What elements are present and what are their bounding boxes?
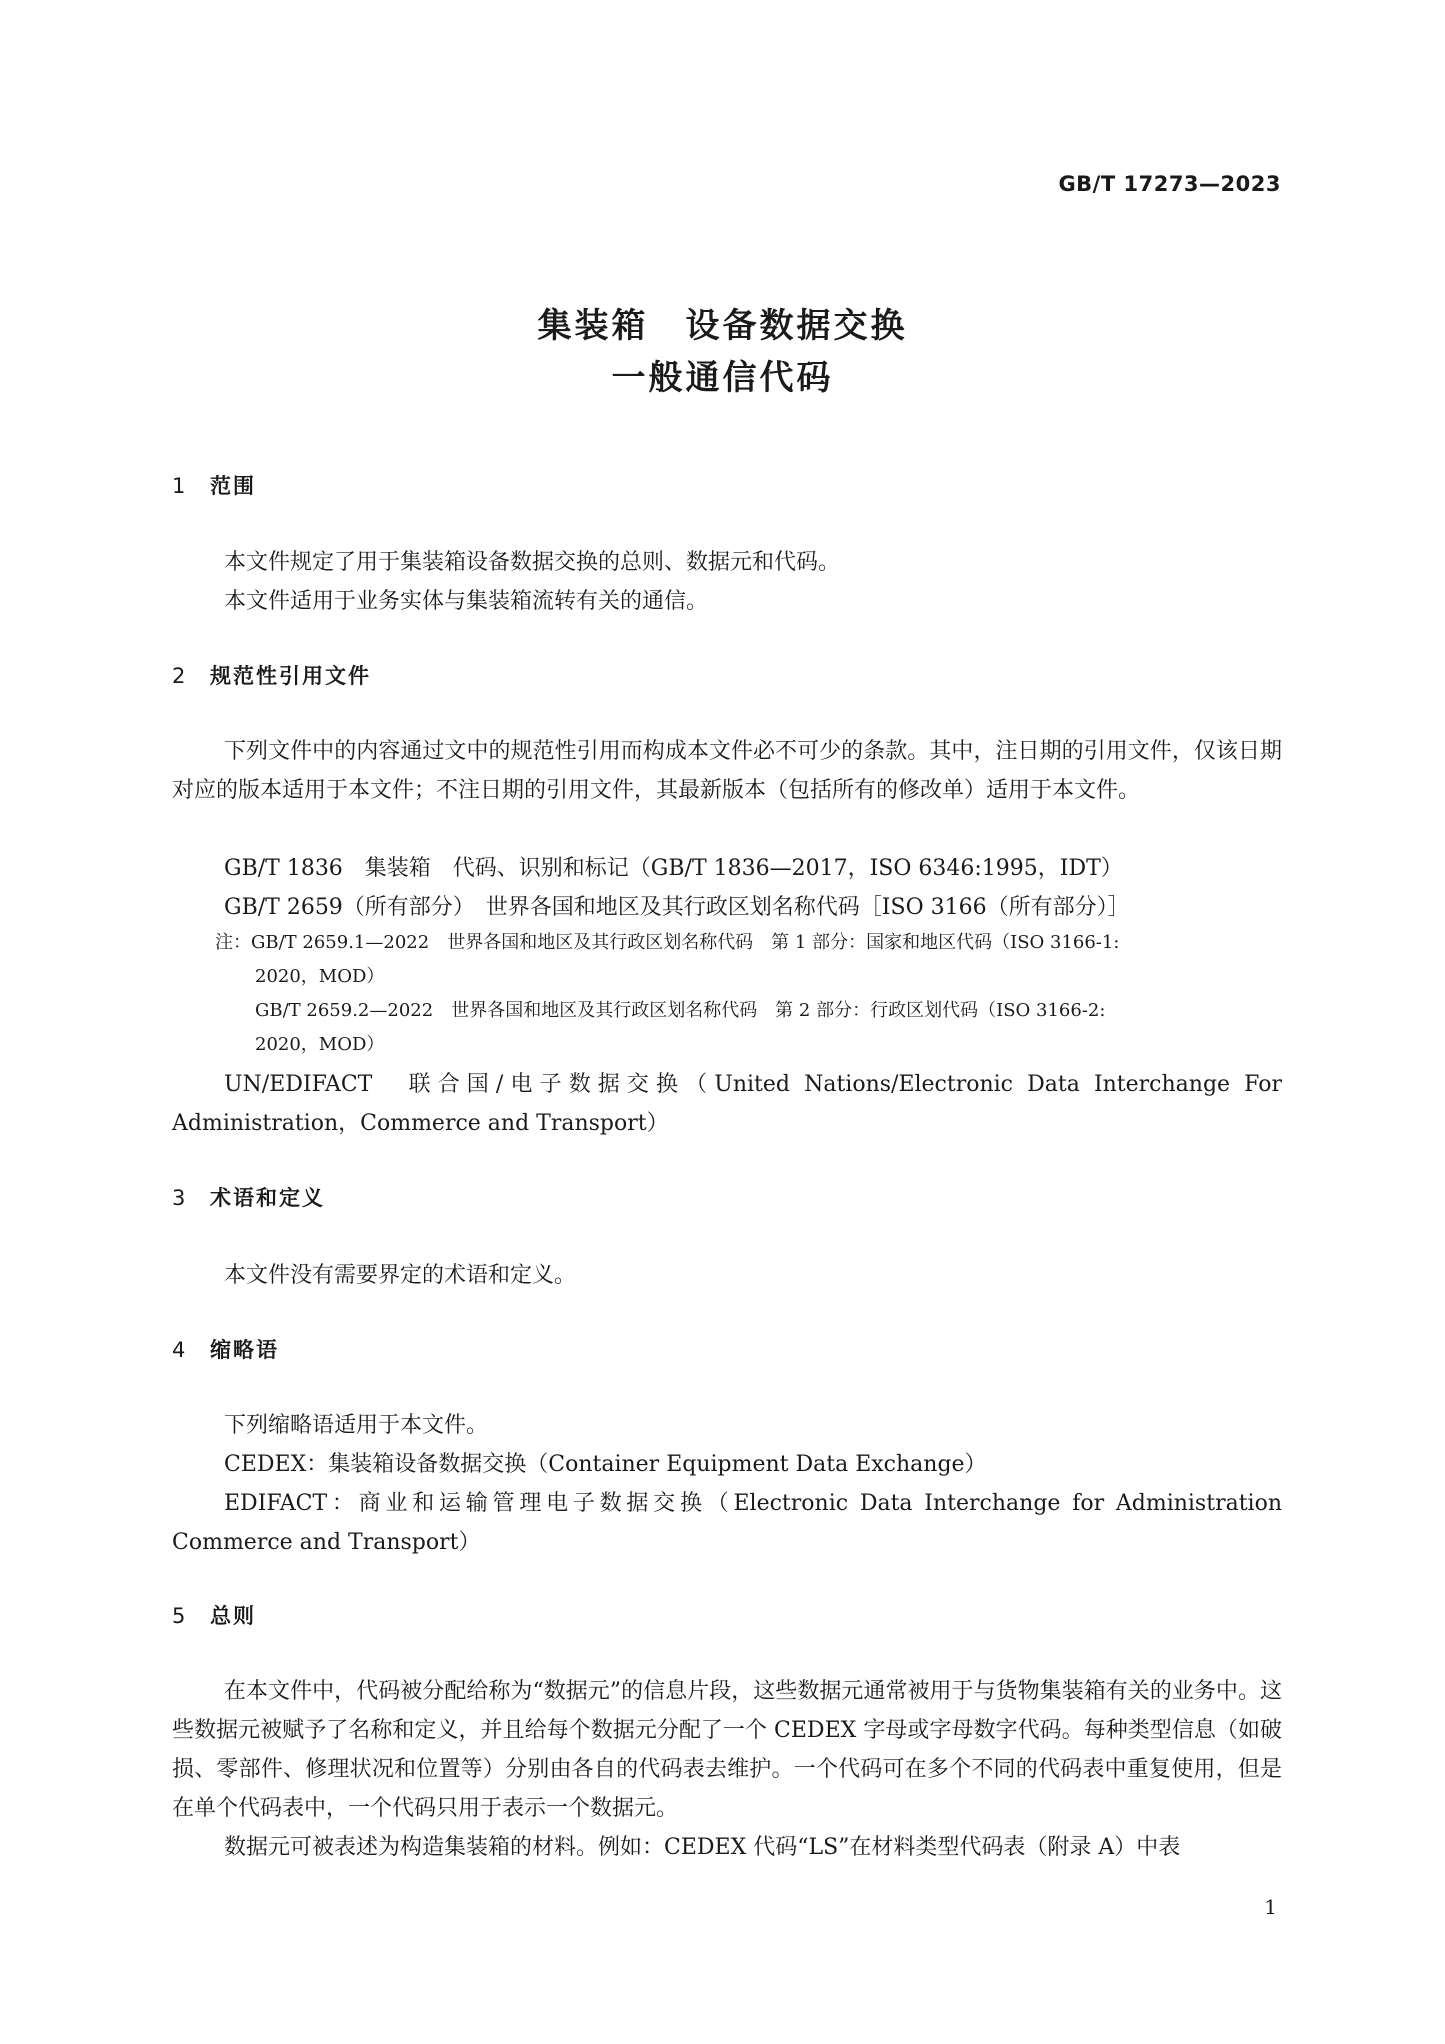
document-title-line2: 一般通信代码 xyxy=(611,358,834,398)
section-heading-general xyxy=(172,1600,256,1630)
reference-item: GB/T 2659（所有部分） 世界各国和地区及其行政区划名称代码［ISO 3166（所有部分）］ xyxy=(224,895,1130,920)
section-heading-scope xyxy=(172,470,256,500)
paragraph: 本文件没有需要界定的术语和定义。 xyxy=(224,1263,577,1288)
note-line: 2020，MOD） xyxy=(255,1034,385,1055)
section-heading-abbreviations xyxy=(172,1334,279,1364)
paragraph: 下列文件中的内容通过文中的规范性引用而构成本文件必不可少的条款。其中，注日期的引用文件，仅该日期对应的版本适用于本文件；不注日期的引用文件，其最新版本（包括所有的修改单）适用于本文件。 xyxy=(172,739,1282,803)
section-number: 4 xyxy=(172,1338,188,1362)
section-title: 总则 xyxy=(210,1604,256,1628)
section-number: 5 xyxy=(172,1604,188,1628)
section-heading-normative-references xyxy=(172,660,371,690)
note-line: GB/T 2659.2—2022 世界各国和地区及其行政区划名称代码 第 2 部分：行政区划代码（ISO 3166-2: xyxy=(255,1000,1106,1021)
section-number: 2 xyxy=(172,664,188,688)
paragraph: 本文件适用于业务实体与集装箱流转有关的通信。 xyxy=(224,589,709,614)
document-title-line1: 集装箱 设备数据交换 xyxy=(537,306,908,346)
section-title: 缩略语 xyxy=(210,1338,279,1362)
note-line: 2020，MOD） xyxy=(255,966,385,987)
section-title: 规范性引用文件 xyxy=(210,664,371,688)
paragraph: 数据元可被表述为构造集装箱的材料。例如：CEDEX 代码“LS”在材料类型代码表（附录 A）中表 xyxy=(224,1835,1181,1860)
section-number: 1 xyxy=(172,474,188,498)
abbreviation-item: EDIFACT：商业和运输管理电子数据交换（Electronic Data Interchange for Administration Commerce and Transport） xyxy=(172,1491,1282,1555)
page-number: 1 xyxy=(1264,1895,1277,1919)
section-heading-terms xyxy=(172,1182,325,1212)
note-line: 注：GB/T 2659.1—2022 世界各国和地区及其行政区划名称代码 第 1 部分：国家和地区代码（ISO 3166-1: xyxy=(215,932,1120,953)
paragraph: 在本文件中，代码被分配给称为“数据元”的信息片段，这些数据元通常被用于与货物集装箱有关的业务中。这些数据元被赋予了名称和定义，并且给每个数据元分配了一个 CEDEX 字母或字母数字代码。每种类型信息（如破损、零部件、修理状况和位置等）分别由各自的代码表去维护。一个代码可在多个不同的代码表中重复使用，但是在单个代码表中，一个代码只用于表示一个数据元。 xyxy=(172,1679,1282,1821)
reference-item: GB/T 1836 集装箱 代码、识别和标记（GB/T 1836—2017，ISO 6346:1995，IDT） xyxy=(224,856,1123,881)
standard-number: GB/T 17273—2023 xyxy=(1058,172,1281,196)
paragraph: 本文件规定了用于集装箱设备数据交换的总则、数据元和代码。 xyxy=(224,550,841,575)
section-title: 术语和定义 xyxy=(210,1186,325,1210)
reference-item: UN/EDIFACT 联合国/电子数据交换（United Nations/Electronic Data Interchange For Administration，Commerce and Transport） xyxy=(172,1072,1282,1136)
abbreviation-item: CEDEX：集装箱设备数据交换（Container Equipment Data Exchange） xyxy=(224,1452,987,1477)
paragraph: 下列缩略语适用于本文件。 xyxy=(224,1413,489,1438)
section-number: 3 xyxy=(172,1186,188,1210)
section-title: 范围 xyxy=(210,474,256,498)
